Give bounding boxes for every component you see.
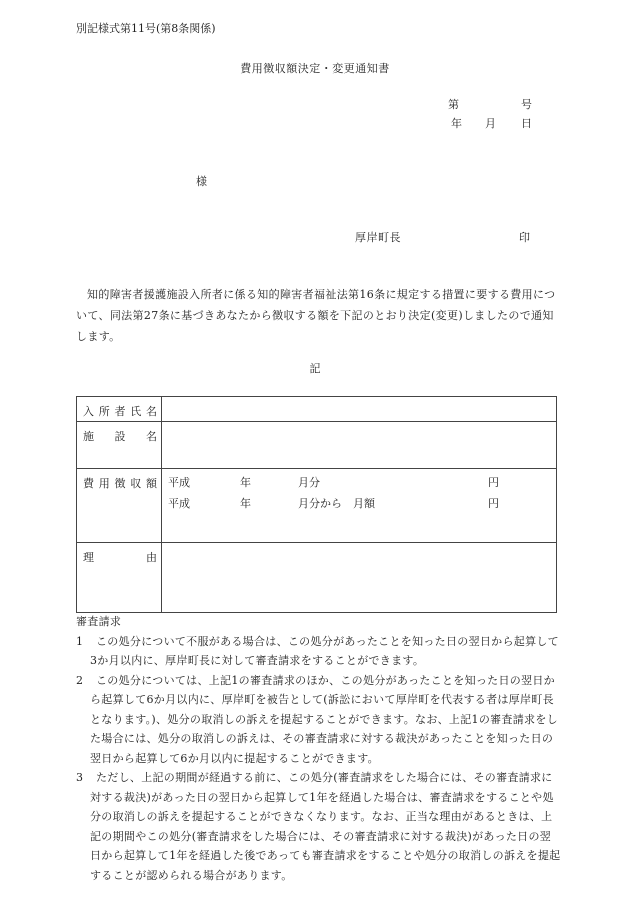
fee-era: 平成 bbox=[168, 475, 190, 489]
document-title: 費用徴収額決定・変更通知書 bbox=[240, 62, 390, 75]
date-day: 日 bbox=[521, 117, 532, 130]
fee-line bbox=[162, 471, 556, 492]
value-facility bbox=[162, 422, 557, 469]
date-month: 月 bbox=[485, 117, 496, 130]
number-prefix: 第 bbox=[448, 98, 459, 111]
review-item bbox=[76, 671, 562, 769]
date-year: 年 bbox=[451, 117, 462, 130]
review-item-number: 3 bbox=[76, 771, 84, 784]
addressee-suffix: 様 bbox=[196, 175, 207, 188]
review-item-text: この処分については、上記1の審査請求のほか、この処分があったことを知った日の翌日から起算して6か月以内に、厚岸町を被告として(訴訟において厚岸町を代表する者は厚岸町長となります。)、処分の取消しの訴えを提起することができます。なお、上記1の審査請求をした場合には、処分の取消しの訴えは、その審査請求に対する裁決があったことを知った日の翌日から起算して6か月以内に提起することができます。 bbox=[90, 673, 558, 765]
label-char: 額 bbox=[146, 477, 157, 490]
label-char: 所 bbox=[98, 405, 110, 418]
label-char: 由 bbox=[146, 551, 157, 564]
review-item bbox=[76, 768, 562, 885]
fee-monthly-label: 月額 bbox=[353, 496, 375, 510]
notice-body: 知的障害者援護施設入所者に係る知的障害者福祉法第16条に規定する措置に要する費用について、同法第27条に基づきあなたから徴収する額を下記のとおり決定(変更)しましたので通知します。 bbox=[76, 288, 556, 343]
issuer-name: 厚岸町長 bbox=[355, 231, 401, 244]
number-suffix: 号 bbox=[521, 98, 532, 111]
review-item-number: 1 bbox=[76, 634, 84, 648]
fee-line bbox=[162, 492, 556, 513]
label-char: 費 bbox=[83, 477, 94, 490]
review-item-number: 2 bbox=[76, 673, 84, 687]
review-section bbox=[76, 612, 562, 885]
review-item-text: ただし、上記の期間が経過する前に、この処分(審査請求をした場合には、その審査請求に対する裁決)があった日の翌日から起算して1年を経過した場合は、審査請求をすることや処分の取消しの訴えを提起することができなくなります。なお、正当な理由があるときは、上記の期間やこの処分(審査請求をした場合には、その審査請求に対する裁決)があった日の翌日から起算して1年を経過した後であっても審査請求をすることや処分の取消しの訴えを提起することが認められる場合があります。 bbox=[90, 771, 561, 882]
label-fee bbox=[77, 469, 162, 543]
label-char: 設 bbox=[114, 430, 126, 443]
seal-mark: 印 bbox=[519, 231, 530, 244]
fee-month: 月分 bbox=[298, 475, 320, 489]
label-char: 者 bbox=[114, 405, 126, 418]
fee-year: 年 bbox=[240, 496, 251, 510]
form-number: 別記様式第11号(第8条関係) bbox=[76, 22, 216, 35]
fee-year: 年 bbox=[240, 475, 251, 489]
value-reason bbox=[162, 543, 557, 613]
fee-month-group bbox=[298, 495, 488, 511]
label-char: 入 bbox=[83, 405, 94, 418]
label-resident-name bbox=[77, 397, 162, 422]
fee-yen: 円 bbox=[488, 496, 499, 510]
label-char: 用 bbox=[98, 477, 110, 490]
label-char: 施 bbox=[83, 430, 94, 443]
label-char: 名 bbox=[146, 430, 157, 443]
ki-heading: 記 bbox=[309, 362, 321, 375]
fee-month: 月分から bbox=[298, 496, 342, 510]
details-table bbox=[76, 396, 557, 613]
label-reason bbox=[77, 543, 162, 613]
value-fee bbox=[162, 469, 557, 543]
label-char: 理 bbox=[83, 551, 94, 564]
fee-era: 平成 bbox=[168, 496, 190, 510]
review-heading: 審査請求 bbox=[76, 615, 122, 628]
label-char: 収 bbox=[130, 477, 142, 490]
label-char: 徴 bbox=[114, 477, 126, 490]
label-char: 氏 bbox=[130, 405, 142, 418]
label-char: 名 bbox=[146, 405, 157, 418]
label-facility bbox=[77, 422, 162, 469]
review-item bbox=[76, 632, 562, 671]
review-item-text: この処分について不服がある場合は、この処分があったことを知った日の翌日から起算して3か月以内に、厚岸町長に対して審査請求をすることができます。 bbox=[90, 634, 559, 667]
fee-yen: 円 bbox=[488, 475, 499, 489]
value-resident-name bbox=[162, 397, 557, 422]
